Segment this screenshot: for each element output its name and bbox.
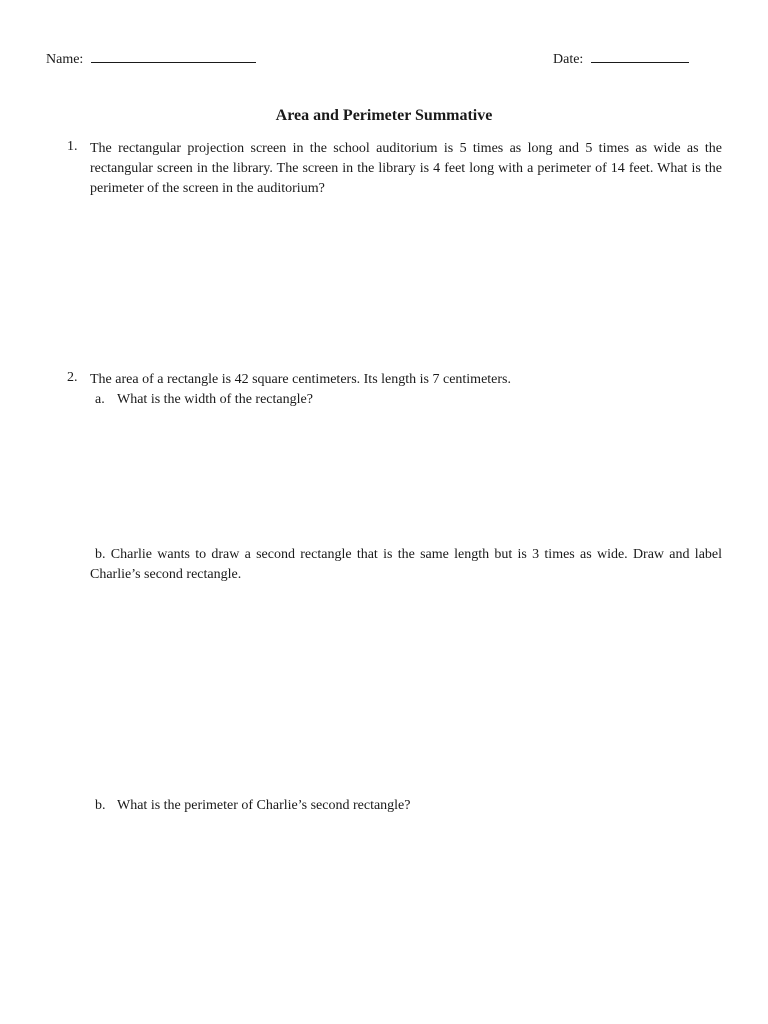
question-1-number: 1. bbox=[67, 139, 78, 154]
question-2b-draw-text: Charlie wants to draw a second rectangle that is the same length but is 3 times as wide. Draw and label Charlie’s second rectangle. bbox=[90, 547, 723, 582]
worksheet-title: Area and Perimeter Summative bbox=[275, 107, 493, 124]
question-2-number: 2. bbox=[67, 370, 78, 385]
name-field[interactable] bbox=[46, 48, 256, 68]
question-2b-perimeter-text: What is the perimeter of Charlie’s second rectangle? bbox=[117, 798, 411, 813]
date-field[interactable] bbox=[553, 48, 689, 68]
question-2a-text: What is the width of the rectangle? bbox=[117, 392, 313, 407]
date-label: Date: bbox=[553, 52, 587, 67]
question-2a-label: a. bbox=[95, 392, 105, 407]
question-2b-perimeter-label: b. bbox=[95, 798, 106, 813]
name-blank-line[interactable] bbox=[91, 48, 256, 63]
question-1-text: The rectangular projection screen in the school auditorium is 5 times as long and 5 times as wide as the rectangular screen in the library. The screen in the library is 4 feet long with a perimeter of 14 feet. What is the perimeter of the screen in the auditorium? bbox=[90, 141, 722, 196]
question-2b-draw-label: b. bbox=[95, 547, 106, 562]
date-blank-line[interactable] bbox=[591, 48, 689, 63]
name-label: Name: bbox=[46, 52, 87, 67]
question-2-text: The area of a rectangle is 42 square centimeters. Its length is 7 centimeters. bbox=[90, 372, 511, 387]
question-2b-draw bbox=[90, 545, 722, 585]
